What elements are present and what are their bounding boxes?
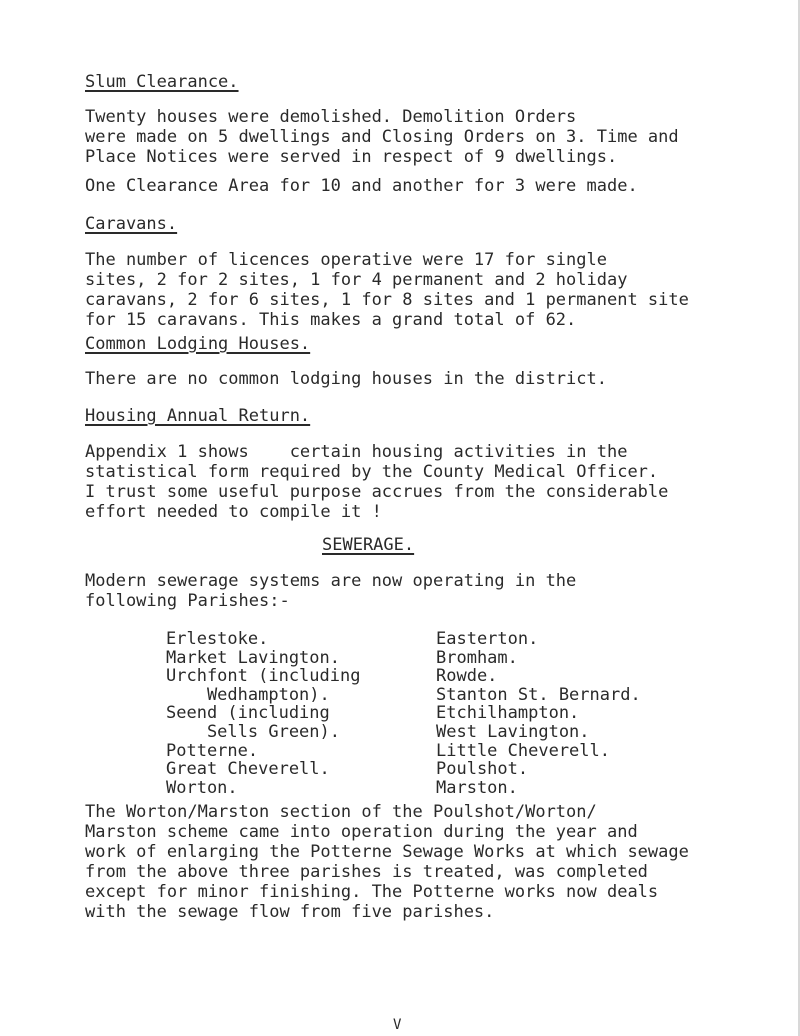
sewerage-heading: SEWERAGE. — [322, 535, 415, 555]
housing-return-paragraph: Appendix 1 shows certain housing activities in the statistical form required by the County Medical Officer. I trust some useful purpose accrues from the considerable effort needed to compile it ! — [85, 442, 669, 522]
caravans-paragraph: The number of licences operative were 17 for single sites, 2 for 2 sites, 1 for 4 permanent and 2 holiday caravans, 2 for 6 sites, 1 for 8 sites and 1 permanent site for 15 caravans. This makes a grand total of 62. — [85, 250, 689, 330]
slum-clearance-heading: Slum Clearance. — [85, 72, 239, 92]
parishes-left-column: Erlestoke. Market Lavington. Urchfont (including Wedhampton). Seend (including Sells Green). Potterne. Great Cheverell. Worton. — [166, 629, 361, 798]
sewerage-closing-paragraph: The Worton/Marston section of the Poulshot/Worton/ Marston scheme came into operation during the year and work of enlarging the Potterne Sewage Works at which sewage from the above three parishes is treated, was completed except for minor finishing. The Potterne works now deals with the sewage flow from five parishes. — [85, 802, 689, 922]
page-number: V — [393, 1017, 402, 1033]
common-lodging-heading: Common Lodging Houses. — [85, 334, 311, 354]
caravans-heading: Caravans. — [85, 214, 178, 234]
slum-clearance-paragraph: Twenty houses were demolished. Demolition Orders were made on 5 dwellings and Closing Orders on 3. Time and Place Notices were served in respect of 9 dwellings. — [85, 107, 679, 167]
sewerage-intro: Modern sewerage systems are now operating in the following Parishes:- — [85, 571, 577, 611]
parishes-right-column: Easterton. Bromham. Rowde. Stanton St. Bernard. Etchilhampton. West Lavington. Little Cheverell. Poulshot. Marston. — [436, 629, 641, 798]
housing-return-heading: Housing Annual Return. — [85, 406, 311, 426]
common-lodging-paragraph: There are no common lodging houses in the district. — [85, 369, 607, 389]
clearance-area-paragraph: One Clearance Area for 10 and another for 3 were made. — [85, 176, 638, 196]
